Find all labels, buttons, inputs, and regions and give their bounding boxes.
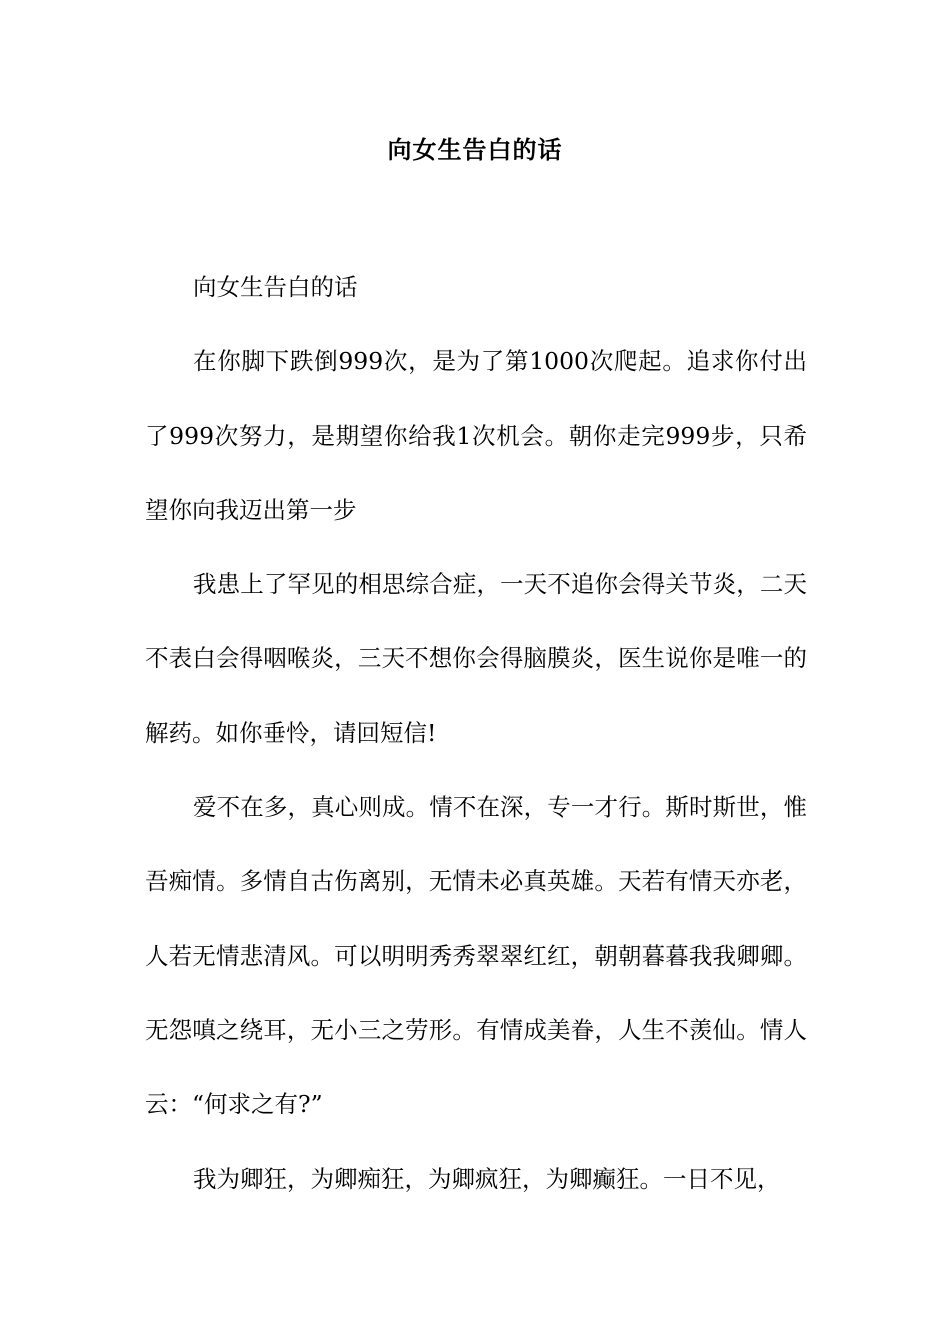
paragraph: 我患上了罕见的相思综合症，一天不追你会得关节炎，二天不表白会得咽喉炎，三天不想你会得脑膜炎，医生说你是唯一的解药。如你垂怜，请回短信! [145,570,807,747]
paragraph: 我为卿狂，为卿痴狂，为卿疯狂，为卿癫狂。一日不见， [193,1164,781,1193]
paragraph: 爱不在多，真心则成。情不在深，专一才行。斯时斯世，惟吾痴情。多情自古伤离别，无情未必真英雄。天若有情天亦老，人若无情悲清风。可以明明秀秀翠翠红红，朝朝暮暮我我卿卿。无怨嗔之绕耳，无小三之劳形。有情成美眷，人生不羡仙。情人云：“何求之有?” [145,793,807,1119]
document-body [145,250,807,1216]
paragraph: 在你脚下跌倒999次，是为了第1000次爬起。追求你付出了999次努力，是期望你给我1次机会。朝你走完999步，只希望你向我迈出第一步 [145,347,807,524]
document-title: 向女生告白的话 [387,136,563,164]
paragraph: 向女生告白的话 [193,273,358,301]
